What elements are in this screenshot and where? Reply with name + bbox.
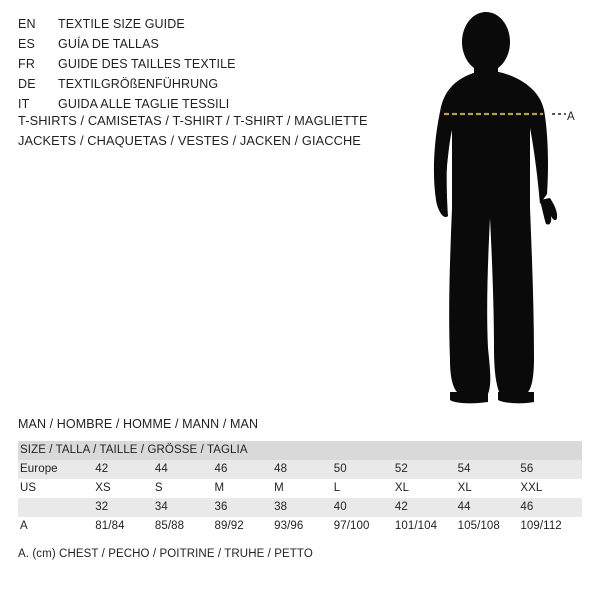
cell: 32 — [94, 498, 154, 517]
language-row — [18, 74, 408, 94]
cell: XL — [394, 479, 457, 498]
cell: 46 — [519, 498, 582, 517]
row-label: Europe — [18, 460, 94, 479]
cell: 93/96 — [273, 517, 333, 536]
cell: XS — [94, 479, 154, 498]
cell: 109/112 — [519, 517, 582, 536]
footnote: A. (cm) CHEST / PECHO / POITRINE / TRUHE / PETTO — [18, 548, 313, 560]
cell: 50 — [333, 460, 394, 479]
language-title: GUIDE DES TAILLES TEXTILE — [58, 57, 236, 71]
cell: 36 — [214, 498, 274, 517]
language-code: DE — [18, 77, 36, 91]
measurement-marker-label: A — [567, 111, 576, 123]
language-title: TEXTILE SIZE GUIDE — [58, 17, 185, 31]
table-row — [18, 460, 582, 479]
cell: 34 — [154, 498, 214, 517]
size-table — [18, 441, 582, 536]
table-header-label: SIZE / TALLA / TAILLE / GRÖSSE / TAGLIA — [18, 441, 582, 460]
cell: 52 — [394, 460, 457, 479]
language-title: GUÍA DE TALLAS — [58, 37, 159, 51]
language-row — [18, 14, 408, 34]
cell: 48 — [273, 460, 333, 479]
cell: 46 — [214, 460, 274, 479]
male-silhouette-icon — [400, 8, 600, 408]
cell: 101/104 — [394, 517, 457, 536]
table-header-row — [18, 441, 582, 460]
cell: M — [214, 479, 274, 498]
table-row — [18, 517, 582, 536]
category-jackets: JACKETS / CHAQUETAS / VESTES / JACKEN / GIACCHE — [18, 133, 361, 148]
cell: 81/84 — [94, 517, 154, 536]
language-list — [18, 14, 408, 114]
category-tshirts: T-SHIRTS / CAMISETAS / T-SHIRT / T-SHIRT / MAGLIETTE — [18, 113, 368, 128]
cell: M — [273, 479, 333, 498]
cell: 54 — [457, 460, 520, 479]
cell: 85/88 — [154, 517, 214, 536]
body-figure — [400, 8, 600, 408]
language-code: EN — [18, 17, 36, 31]
language-row — [18, 34, 408, 54]
cell: 44 — [457, 498, 520, 517]
cell: L — [333, 479, 394, 498]
cell: 38 — [273, 498, 333, 517]
language-row — [18, 54, 408, 74]
row-label: A — [18, 517, 94, 536]
language-code: ES — [18, 37, 36, 51]
cell: 97/100 — [333, 517, 394, 536]
cell: XXL — [519, 479, 582, 498]
cell: 42 — [94, 460, 154, 479]
cell: S — [154, 479, 214, 498]
table-row — [18, 479, 582, 498]
cell: 44 — [154, 460, 214, 479]
table-row — [18, 498, 582, 517]
garment-categories — [18, 111, 438, 151]
table-title: MAN / HOMBRE / HOMME / MANN / MAN — [18, 417, 259, 431]
row-label: US — [18, 479, 94, 498]
cell: 105/108 — [457, 517, 520, 536]
row-label — [18, 498, 94, 517]
cell: 40 — [333, 498, 394, 517]
cell: XL — [457, 479, 520, 498]
language-code: FR — [18, 57, 36, 71]
language-title: TEXTILGRÖßENFÜHRUNG — [58, 77, 219, 91]
cell: 89/92 — [214, 517, 274, 536]
cell: 56 — [519, 460, 582, 479]
language-title: GUIDA ALLE TAGLIE TESSILI — [58, 97, 230, 111]
language-code: IT — [18, 97, 30, 111]
cell: 42 — [394, 498, 457, 517]
